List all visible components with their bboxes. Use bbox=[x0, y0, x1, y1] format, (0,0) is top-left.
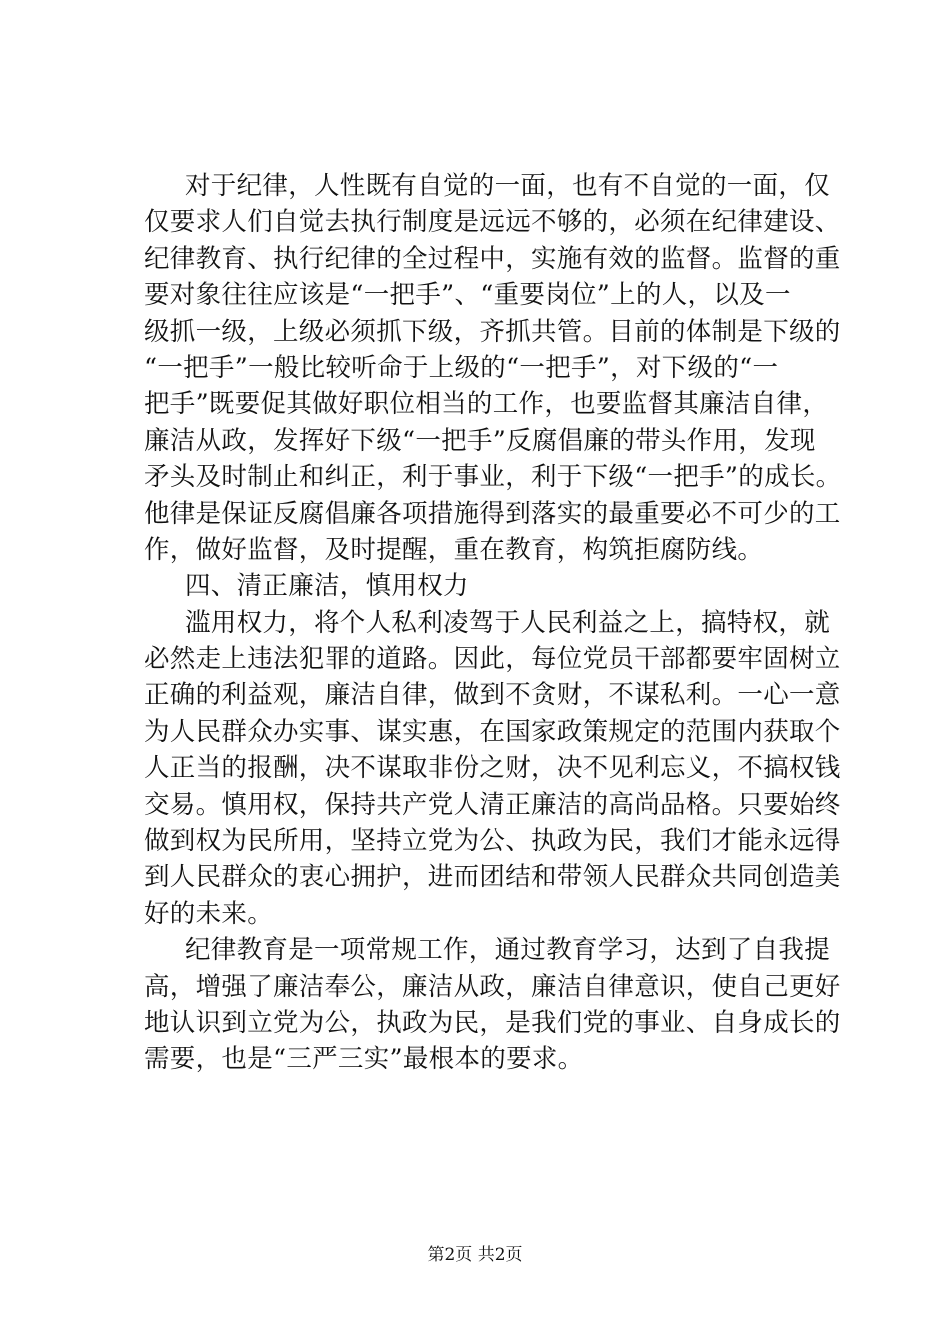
text-line: 高，增强了廉洁奉公，廉洁从政，廉洁自律意识，使自己更好 bbox=[144, 971, 841, 1002]
paragraph-power bbox=[144, 605, 841, 933]
text-line: 好的未来。 bbox=[144, 898, 274, 929]
text-line: 地认识到立党为公，执政为民，是我们党的事业、自身成长的 bbox=[144, 1007, 841, 1038]
text-line: 为人民群众办实事、谋实惠，在国家政策规定的范围内获取个 bbox=[144, 716, 841, 747]
paragraph-conclusion bbox=[144, 932, 841, 1078]
text-line: 做到权为民所用，坚持立党为公、执政为民，我们才能永远得 bbox=[144, 826, 841, 857]
text-line: “一把手”一般比较听命于上级的“一把手”，对下级的“一 bbox=[144, 352, 779, 383]
text-line: 纪律教育、执行纪律的全过程中，实施有效的监督。监督的重 bbox=[144, 243, 841, 274]
text-line: 到人民群众的衷心拥护，进而团结和带领人民群众共同创造美 bbox=[144, 862, 841, 893]
text-line: 滥用权力，将个人私利凌驾于人民利益之上，搞特权，就 bbox=[185, 607, 831, 638]
section-heading bbox=[144, 568, 834, 604]
text-line: 级抓一级，上级必须抓下级，齐抓共管。目前的体制是下级的 bbox=[144, 316, 841, 347]
text-line: 纪律教育是一项常规工作，通过教育学习，达到了自我提 bbox=[185, 935, 831, 966]
text-line: 人正当的报酬，决不谋取非份之财，决不见利忘义，不搞权钱 bbox=[144, 753, 841, 784]
page-number: 第2页 共2页 bbox=[427, 1245, 523, 1265]
text-line: 正确的利益观，廉洁自律，做到不贪财，不谋私利。一心一意 bbox=[144, 680, 841, 711]
page-footer bbox=[0, 1245, 950, 1265]
text-line: 把手”既要促其做好职位相当的工作，也要监督其廉洁自律， bbox=[144, 389, 829, 420]
text-line: 对于纪律，人性既有自觉的一面，也有不自觉的一面，仅 bbox=[185, 171, 831, 201]
text-line: 要对象往往应该是“一把手”、“重要岗位”上的人，以及一 bbox=[144, 280, 791, 311]
text-line: 交易。慎用权，保持共产党人清正廉洁的高尚品格。只要始终 bbox=[144, 789, 841, 820]
section-heading-text: 四、清正廉洁，慎用权力 bbox=[185, 571, 469, 602]
document-body bbox=[144, 168, 842, 1078]
text-line: 他律是保证反腐倡廉各项措施得到落实的最重要必不可少的工 bbox=[144, 498, 841, 529]
paragraph-supervision bbox=[144, 168, 842, 568]
text-line: 矛头及时制止和纠正，利于事业，利于下级“一把手”的成长。 bbox=[144, 462, 842, 493]
text-line: 廉洁从政，发挥好下级“一把手”反腐倡廉的带头作用，发现 bbox=[144, 425, 816, 456]
text-line: 仅要求人们自觉去执行制度是远远不够的，必须在纪律建设、 bbox=[144, 207, 841, 238]
text-line: 必然走上违法犯罪的道路。因此，每位党员干部都要牢固树立 bbox=[144, 644, 841, 675]
text-line: 作，做好监督，及时提醒，重在教育，构筑拒腐防线。 bbox=[144, 534, 764, 565]
text-line: 需要，也是“三严三实”最根本的要求。 bbox=[144, 1044, 584, 1075]
